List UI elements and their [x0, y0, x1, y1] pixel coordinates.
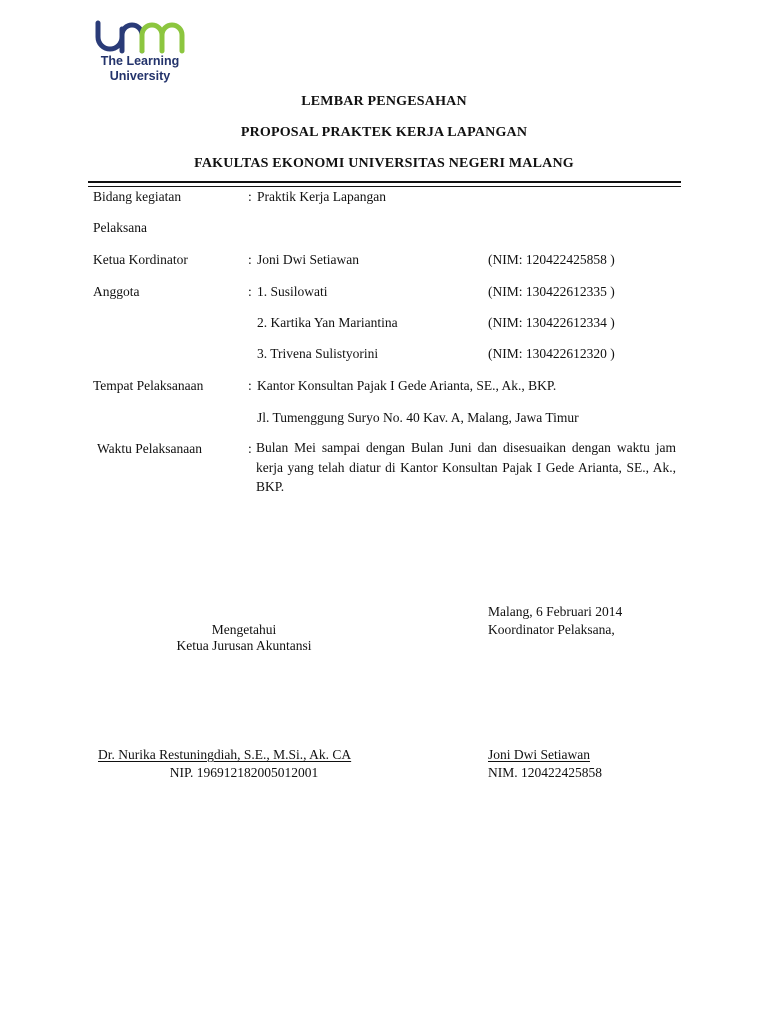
right-signatory-name	[488, 747, 590, 763]
left-signatory-nip: NIP. 196912182005012001	[169, 765, 319, 780]
right-signatory-name-text: Joni Dwi Setiawan	[488, 747, 590, 762]
bidang-value: Praktik Kerja Lapangan	[257, 189, 386, 204]
waktu-colon: :	[248, 441, 252, 456]
um-logo-mark-icon	[93, 15, 185, 55]
bidang-label: Bidang kegiatan	[93, 189, 182, 204]
anggota-nim-2: (NIM: 130422612334 )	[488, 315, 615, 330]
header-divider-thin	[88, 186, 681, 187]
waktu-value: Bulan Mei sampai dengan Bulan Juni dan disesuaikan dengan waktu jam kerja yang telah diatur di Kantor Konsultan Pajak I Gede Arianta, SE., Ak., BKP.	[256, 440, 676, 494]
tempat-label: Tempat Pelaksanaan	[93, 378, 204, 393]
header-divider-thick	[88, 181, 681, 183]
ketua-nim: (NIM: 120422425858 )	[488, 252, 615, 267]
tempat-line2: Jl. Tumenggung Suryo No. 40 Kav. A, Malang, Jawa Timur	[257, 410, 579, 425]
logo-text-line1: The Learning	[100, 54, 180, 68]
tempat-colon: :	[248, 378, 252, 393]
anggota-colon: :	[248, 284, 252, 299]
ketua-label: Ketua Kordinator	[93, 252, 188, 267]
ketua-value: Joni Dwi Setiawan	[257, 252, 359, 267]
anggota-name-3: 3. Trivena Sulistyorini	[257, 346, 379, 361]
pelaksana-label: Pelaksana	[93, 220, 147, 235]
anggota-name-1: 1. Susilowati	[257, 284, 328, 299]
ketua-colon: :	[248, 252, 252, 267]
proposal-title: PROPOSAL PRAKTEK KERJA LAPANGAN	[240, 125, 528, 140]
left-heading-1: Mengetahui	[211, 622, 277, 637]
left-signatory-name-text: Dr. Nurika Restuningdiah, S.E., M.Si., Ak. CA	[98, 747, 352, 762]
left-heading-2: Ketua Jurusan Akuntansi	[176, 638, 312, 653]
anggota-nim-3: (NIM: 130422612320 )	[488, 346, 615, 361]
right-heading: Koordinator Pelaksana,	[488, 622, 615, 637]
right-signatory-nim: NIM. 120422425858	[488, 765, 602, 780]
tempat-line1: Kantor Konsultan Pajak I Gede Arianta, SE., Ak., BKP.	[257, 378, 557, 393]
bidang-colon: :	[248, 189, 252, 204]
page-title: LEMBAR PENGESAHAN	[301, 94, 467, 109]
anggota-name-2: 2. Kartika Yan Mariantina	[257, 315, 398, 330]
place-date: Malang, 6 Februari 2014	[488, 604, 623, 619]
logo-text-line2: University	[109, 69, 171, 83]
faculty-title: FAKULTAS EKONOMI UNIVERSITAS NEGERI MALANG	[194, 156, 574, 171]
anggota-nim-1: (NIM: 130422612335 )	[488, 284, 615, 299]
waktu-label: Waktu Pelaksanaan	[97, 441, 203, 456]
left-signatory-name	[98, 747, 351, 763]
anggota-label: Anggota	[93, 284, 140, 299]
university-logo	[90, 12, 200, 86]
